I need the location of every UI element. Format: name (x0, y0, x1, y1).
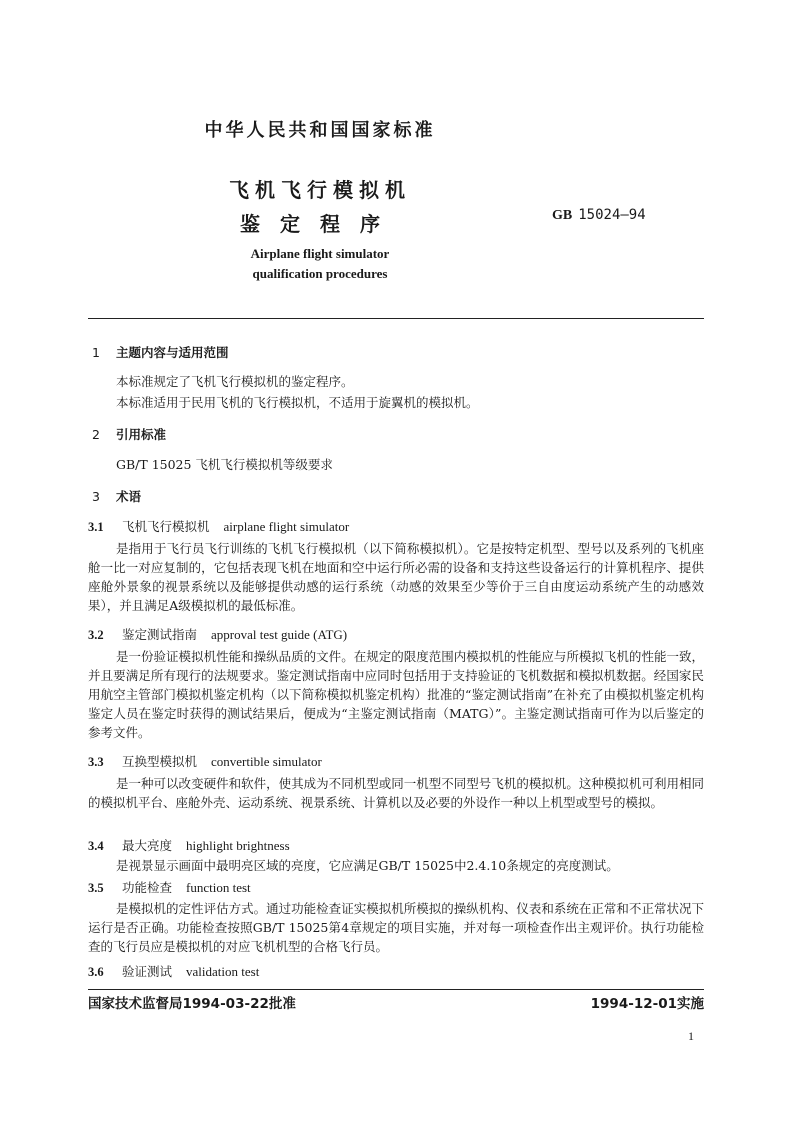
national-standard-header: 中华人民共和国国家标准 (204, 120, 436, 141)
term-3-1-definition: 是指用于飞行员飞行训练的飞机飞行模拟机（以下简称模拟机）。它是按特定机型、型号以及系列的飞机座舱一比一对应复制的，它包括表现飞机在地面和空中运行所必需的设备和支持这些设备运行的计算机程序、提供座舱外景象的视景系统以及能够提供动感的运行系统（动感的效果至少等价于三自由度运动系统产生的动感效果），并且满足A级模拟机的最低标准。 (88, 541, 704, 613)
section-2-number: 2 (92, 427, 100, 442)
title-en-line1: Airplane flight simulator (250, 246, 390, 261)
gb-prefix: GB (552, 208, 573, 223)
header-divider (88, 318, 704, 319)
section-3-heading (92, 487, 141, 505)
section-1-number: 1 (92, 345, 100, 360)
term-3-3-cn: 互换型模拟机 (122, 754, 198, 769)
term-3-1-cn: 飞机飞行模拟机 (122, 519, 210, 534)
title-cn-line1: 飞机飞行模拟机 (229, 178, 411, 202)
term-3-5-en: function test (186, 880, 251, 895)
title-cn-line2: 鉴定程序 (240, 212, 400, 236)
term-3-6-cn: 验证测试 (122, 964, 173, 979)
term-3-3-definition: 是一种可以改变硬件和软件，使其成为不同机型或同一机型不同型号飞机的模拟机。这种模拟机可利用相同的模拟机平台、座舱外壳、运动系统、视景系统、计算机以及必要的外设作一种以上机型或型号的模拟。 (88, 776, 704, 810)
section-1-para-2: 本标准适用于民用飞机的飞行模拟机，不适用于旋翼机的模拟机。 (116, 395, 479, 410)
page-number: 1 (688, 1029, 694, 1043)
effective-date: 1994-12-01实施 (590, 996, 704, 1012)
term-3-4-cn: 最大亮度 (122, 838, 173, 853)
section-1-para-1: 本标准规定了飞机飞行模拟机的鉴定程序。 (116, 374, 354, 389)
term-3-5-heading (88, 878, 251, 896)
section-2-reference: GB/T 15025 飞机飞行模拟机等级要求 (116, 457, 333, 472)
standard-number (552, 207, 646, 224)
section-1-heading (92, 343, 229, 361)
section-3-title: 术语 (116, 489, 142, 504)
section-1-title: 主题内容与适用范围 (116, 345, 229, 360)
term-3-6-en: validation test (186, 964, 260, 979)
title-en-line2: qualification procedures (252, 266, 388, 281)
term-3-2-cn: 鉴定测试指南 (122, 627, 198, 642)
term-3-4-en: highlight brightness (186, 838, 290, 853)
term-3-1-heading (88, 517, 349, 535)
term-3-3-en: convertible simulator (211, 754, 322, 769)
term-3-4-definition: 是视景显示画面中最明亮区域的亮度，它应满足GB/T 15025中2.4.10条规定的亮度测试。 (116, 858, 619, 873)
term-3-5-cn: 功能检查 (122, 880, 173, 895)
term-3-2-en: approval test guide (ATG) (211, 627, 348, 642)
footer-divider (88, 989, 704, 990)
term-3-1-number: 3.1 (88, 520, 104, 534)
term-3-6-number: 3.6 (88, 965, 104, 979)
section-2-heading (92, 425, 166, 443)
term-3-1-en: airplane flight simulator (223, 519, 350, 534)
term-3-3-number: 3.3 (88, 755, 104, 769)
section-2-title: 引用标准 (116, 427, 167, 442)
standard-code: 15024—94 (578, 207, 646, 223)
approval-date: 国家技术监督局1994-03-22批准 (88, 996, 296, 1012)
term-3-6-heading (88, 962, 259, 980)
term-3-3-heading (88, 752, 322, 770)
term-3-4-number: 3.4 (88, 839, 104, 853)
term-3-2-definition: 是一份验证模拟机性能和操纵品质的文件。在规定的限度范围内模拟机的性能应与所模拟飞机的性能一致，并且要满足所有现行的法规要求。鉴定测试指南中应同时包括用于支持验证的飞机数据和模拟机数据。经国家民用航空主管部门模拟机鉴定机构（以下简称模拟机鉴定机构）批准的“鉴定测试指南”在补充了由模拟机鉴定机构鉴定人员在鉴定时获得的测试结果后，便成为“主鉴定测试指南（MATG）”。主鉴定测试指南可作为以后鉴定的参考文件。 (88, 649, 704, 740)
term-3-4-heading (88, 836, 290, 854)
section-3-number: 3 (92, 489, 100, 504)
term-3-2-number: 3.2 (88, 628, 104, 642)
term-3-5-number: 3.5 (88, 881, 104, 895)
term-3-2-heading (88, 625, 347, 643)
term-3-5-definition: 是模拟机的定性评估方式。通过功能检查证实模拟机所模拟的操纵机构、仪表和系统在正常和不正常状况下运行是否正确。功能检查按照GB/T 15025第4章规定的项目实施，并对每一项检查作出主观评价。执行功能检查的飞行员应是模拟机的对应飞机机型的合格飞行员。 (88, 901, 704, 954)
